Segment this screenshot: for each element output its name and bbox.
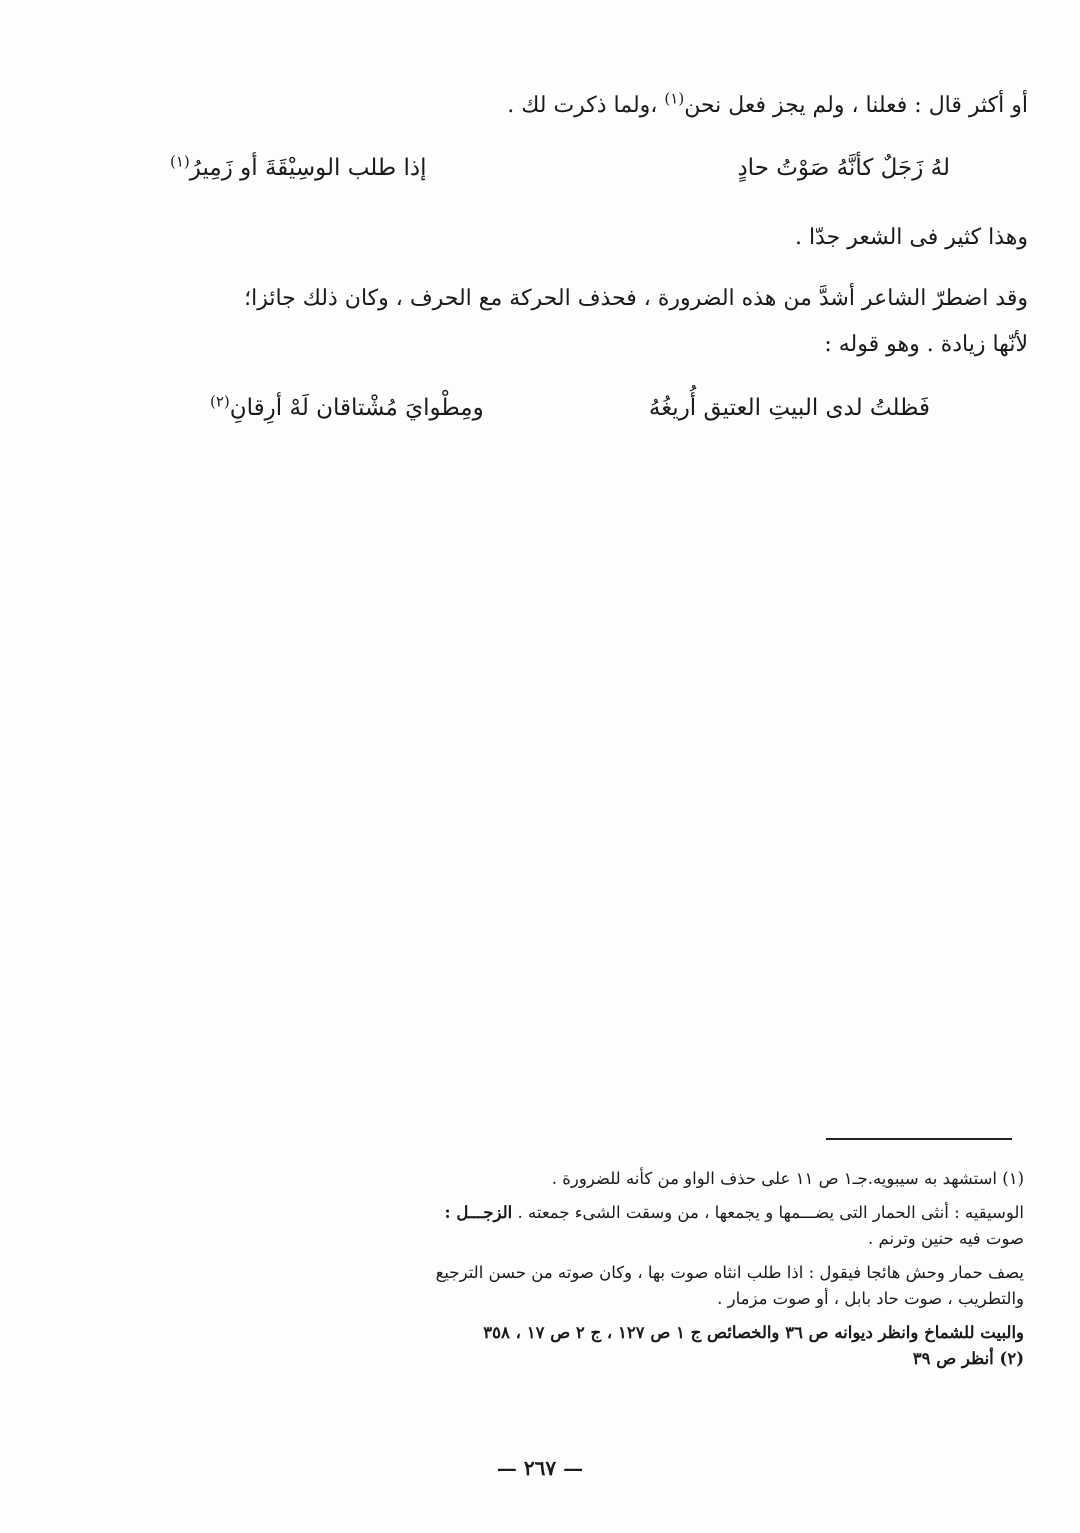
paragraph-3-line-1: وقد اضطرّ الشاعر أشدَّ من هذه الضرورة ، فحذف الحركة مع الحرف ، وكان ذلك جائزا؛	[244, 286, 1028, 311]
footnote-3-line-1: يصف حمار وحش هائجا فيقول : اذا طلب انثاه صوت بها ، وكان صوته من حسن الترجيع	[435, 1263, 1024, 1282]
footnote-3	[144, 1260, 1024, 1312]
page-number: — ٢٦٧ —	[496, 1456, 584, 1480]
verse-1-second-hemistich	[170, 148, 427, 188]
paragraph-3	[148, 276, 1028, 368]
verse-2-second-hemistich	[210, 388, 484, 428]
verse-1-first-hemistich: لهُ زَجَلٌ كأنَّهُ صَوْتُ حادٍ	[737, 155, 950, 181]
footnote-1-text: (١) استشهد به سيبويه.جـ١ ص ١١ على حذف الواو من كأنه للضرورة .	[551, 1169, 1024, 1188]
footnote-2-term: الزجـــل :	[444, 1203, 513, 1222]
footnote-3-line-2: والتطريب ، صوت حاد بابل ، أو صوت مزمار .	[717, 1289, 1024, 1308]
footnote-2-text-a: الوسيقيه : أنثى الحمار التى يضـــمها و يجمعها ، من وسقت الشىء جمعته .	[517, 1203, 1024, 1222]
paragraph-3-line-2: لأنّها زيادة . وهو قوله :	[824, 332, 1028, 357]
footnote-ref-verse-2: (٢)	[210, 392, 230, 411]
paragraph-1-tail: ،ولما ذكرت لك .	[507, 93, 665, 118]
verse-2	[210, 388, 930, 428]
footnote-separator	[826, 1138, 1012, 1140]
footnote-2-line-2: صوت فيه حنين وترنم .	[868, 1229, 1024, 1248]
footnote-ref-verse-1: (١)	[170, 152, 190, 171]
verse-1	[170, 148, 950, 188]
footnote-ref-1: (١)	[664, 89, 685, 108]
footnote-2-line-1	[144, 1200, 1024, 1226]
footnote-2	[144, 1200, 1024, 1252]
footnote-4	[144, 1320, 1024, 1372]
paragraph-1	[148, 86, 1028, 126]
paragraph-1-text: أو أكثر قال : فعلنا ، ولم يجز فعل نحن	[684, 93, 1028, 118]
paragraph-2: وهذا كثير فى الشعر جدّا .	[794, 225, 1028, 250]
verse-2-first-hemistich: فَظلتُ لدى البيتِ العتيق أُريغُهُ	[648, 395, 930, 421]
footnote-5-text: (٢) أنظر ص ٣٩	[912, 1349, 1024, 1368]
verse-2-second-text: ومِطْوايَ مُشْتاقان لَهْ أرِقانِ	[229, 395, 484, 421]
footnote-1	[144, 1166, 1024, 1192]
verse-1-second-text: إذا طلب الوسِيْقَةَ أو زَمِيرُ	[189, 155, 427, 181]
footnotes	[144, 1166, 1024, 1380]
footnote-4-text: والبيت للشماخ وانظر ديوانه ص ٣٦ والخصائص ج ١ ص ١٢٧ ، ج ٢ ص ١٧ ، ٣٥٨	[483, 1323, 1024, 1342]
